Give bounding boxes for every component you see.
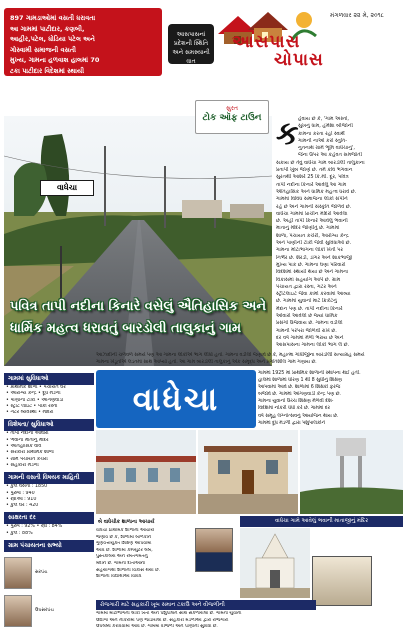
tagline-line: અને સમસ્યાની [172, 49, 210, 56]
principal-line: પુસ્તકાલય અને રમતગમતનું [96, 554, 148, 560]
promo-line: ટકા પાટીદાર વિદેશમાં સ્થાયી [10, 66, 85, 75]
intro-line: સુરતથી આશરે 25 કિ.મી. દૂર, પવિત્ર [276, 174, 349, 181]
employment-line: ઉપલબ્ધ કરાવવામાં આવે છે. ગામમાં વીજળી અને પાણીની સુવિધા છે. [96, 624, 218, 630]
temple-photo [240, 528, 310, 598]
intro-line: વાધેચા ગામમાં પ્રાચીન મંદિરો આવેલા [276, 210, 348, 217]
intro-line: સુખનું ધામ, હંમેશા બીજાની [298, 123, 353, 130]
intro-line: શાળા, પંચાયત કચેરી, આરોગ્ય કેન્દ્ર [276, 232, 349, 239]
intro-body [276, 116, 403, 350]
principal-line: વાધેચા પ્રાથમિક શાળાના આચાર્ય [96, 528, 155, 533]
intro-line: પંચાયત દ્વારા રસ્તા, ગટર અને [276, 283, 337, 290]
intro-line: મેદાન પણ છે. તાપી નદીના કિનારે [276, 305, 343, 312]
principal-article [96, 528, 193, 581]
village-info-sidebar [4, 370, 94, 636]
lower-line: આઝાદીની ચળવળ સમયે પણ આ ગામના લોકોએ ભાગ લીધો હતો. ગામના વડીલો જણાવે છે કે, મહાત્મા ગાંધીજીના બારડોલી સત્યાગ્રહ સમયે [96, 353, 365, 358]
right-line: હાલમાં શાળામાં ધોરણ 1 થી 8 સુધીનું શિક્ષણ [258, 378, 342, 384]
facility-item: • પાણીની ટાંકી • આંગણવાડી [6, 397, 64, 403]
promo-box [4, 8, 162, 76]
staff-label: ઉપસરપંચ [35, 608, 54, 614]
literacy-item: • કુલ : 88% [6, 530, 33, 536]
special-item: • ભવાની માતાનું મંદિર [6, 437, 49, 443]
school-building-photo [96, 430, 196, 514]
water-tank-photo [300, 430, 403, 514]
intro-line: સ્ટ્રીટલાઇટ જેવા કામો કરવામાં આવ્યા [276, 291, 351, 298]
tagline-box [168, 24, 214, 64]
principal-line: મેદાન છે. ગામના દાતાઓના [96, 560, 146, 566]
intro-line: ગામના મોટાભાગના લોકો ખેતી પર [276, 247, 343, 254]
population-item: • કુલ વસતી : 1850 [6, 484, 48, 490]
intro-line: ગામની પરંપરા જાળવી રાખે છે. [276, 327, 337, 334]
right-line: બજાવે છે. ગામમાં આંગણવાડી કેન્દ્ર પણ છે. [258, 392, 341, 398]
elder-portrait-photo [312, 556, 372, 606]
lower-line: ગામના ખેડૂતોએ લડતમાં સાથ આપ્યો હતો. આ ગામ બારડોલી તાલુકાનું એક સમૃદ્ધ અને પ્રગતિશીલ ગામ ગણાય છે. [96, 360, 317, 366]
promo-line: 897 ગામડાઓમાં વસતી ધરાવતા [10, 14, 96, 22]
literacy-heading: સાક્ષરતા દર [4, 512, 94, 524]
masthead-title-line1: આસપાસ [232, 32, 301, 52]
right-line: આપવામાં આવે છે. શાળામાં 6 શિક્ષકો ફરજ [258, 385, 341, 391]
intro-line: ગામની નાઓ કરો સ્તુતિ- [298, 137, 348, 144]
intro-line: નિર્ભર છે. શેરડી, ડાંગર અને શાકભાજી [276, 254, 353, 261]
tagline-line: પ્રદેશની સ્થિતિ [173, 40, 209, 47]
temple-photo-caption: વાધેચા ગામે આવેલું ભવાની માતાજીનું મંદિર [240, 516, 403, 527]
intro-line: ઓવારો આવેલો છે જ્યાં ધાર્મિક [276, 313, 338, 320]
drop-cap: ક [276, 114, 299, 152]
facility-item: • પ્રાથમિક શાળા • પંચાયત ઘર [6, 385, 66, 390]
intro-line: છે. અહીં તાપી કિનારે આવેલું ભવાની [276, 218, 348, 225]
issue-date: મંગળવાર ૨૨ મે, ૨૦૧૮ [330, 12, 384, 19]
right-line: ગામમાં દૂધ મંડળી દ્વારા પશુપાલકોને [258, 420, 326, 426]
special-item: • તાપી નદીનો ઓવારો [6, 431, 49, 437]
intro-article [276, 116, 403, 370]
principal-line: જણાવે છે કે, શાળામાં બાળકોને [96, 534, 152, 540]
intro-line: અને પાણીની ટાંકી જેવી સુવિધાઓ છે. [276, 240, 352, 247]
special-item: • ગ્રામ પંચાયત કચેરી [6, 456, 48, 462]
employment-line: ગામમાં મોટાભાગના લોકો ખેતી અને પશુપાલન સાથે સંકળાયેલા છે. ગામના યુવાનો [96, 611, 242, 616]
talk-of-town-badge [195, 100, 269, 134]
promo-line: આ ગામમાં પાટીદાર, કણબી, [10, 24, 85, 33]
staff-photo [4, 595, 32, 627]
intro-line: જેના ઉપર આ કહેવત સમજાતી [298, 152, 363, 159]
principal-line: સહયોગથી શાળાનો વિકાસ થયો છે. [96, 567, 160, 573]
right-article [258, 370, 403, 427]
principal-line: શાળાના વિદ્યાર્થીઓ વિવિધ [96, 574, 142, 580]
principal-line: ગુણવત્તાયુક્ત શિક્ષણ આપવામાં [96, 541, 152, 547]
intro-line: રહે છે અને ગામની સંસ્કૃતિ જાળવે છે. [276, 203, 352, 210]
employment-article [96, 611, 316, 631]
employment-line: ઉદ્યોગો અને નોકરીમાં પણ જોડાયેલા છે. સહકારી મંડળીઓ દ્વારા રોજગારી [96, 617, 229, 623]
village-title: વાધેચા [132, 380, 220, 418]
masthead-title-line2: ચોપાસ [274, 50, 324, 70]
intro-line: છે. ગામમાં યુવાનો માટે ક્રિકેટનું [276, 298, 337, 305]
principal-heading: બે વાધેચીક શાળાના આચાર્ય [96, 517, 238, 527]
village-title-banner [96, 370, 256, 428]
intro-line: વિદેશમાં સ્થાયી થયા છે અને ગામના [276, 269, 349, 276]
intro-line: સકાય છે તેવું વાધેચા ગામ બારડોલી તાલુકાના [276, 159, 365, 166]
lower-article [96, 352, 403, 366]
village-name-signboard: વાધેચા [40, 180, 94, 196]
staff-member [4, 594, 94, 628]
principal-line: આવે છે. શાળામાં કમ્પ્યુટર લેબ, [96, 547, 153, 553]
right-line: ગામના યુવાનો ઉચ્ચ શિક્ષણ મેળવી દેશ- [258, 399, 334, 405]
intro-line: હેવાય છે કે, 'ગામ અસ્તો, [298, 116, 350, 122]
facility-item: • ગટર વ્યવસ્થા • મંદિરો [6, 410, 54, 416]
intro-line: નુતનાથ ગ્રામે ભૂમિ વાધેચાનું', [298, 145, 355, 152]
staff-label: સરપંચ [35, 570, 48, 576]
intro-line: તાપી નદીના કિનારે આવેલું આ ગામ [276, 181, 347, 188]
intro-line: વિકાસમાં સહયોગ આપે છે. ગ્રામ [276, 276, 341, 283]
principal-photo [195, 528, 233, 572]
headline-line: પવિત્ર તાપી નદીના કિનારે વસેલું ઐતિહાસિક અને [10, 299, 267, 314]
staff-member [4, 556, 94, 590]
staff-photo [4, 557, 32, 589]
intro-line: પ્રસંગો ઉજવાય છે. ગામના વડીલો [276, 320, 343, 327]
right-line: ગામમાં 1925 માં પ્રાથમિક શાળાની સ્થાપના થઈ હતી. [258, 371, 361, 376]
intro-line: મુખ્ય પાક છે. ગામના ઘણા પરિવારો [276, 261, 346, 268]
literacy-item: • પુરુષ : 92% • સ્ત્રી : 84% [6, 524, 63, 530]
facility-item: • આરોગ્ય કેન્દ્ર • દૂધ મંડળી [6, 391, 61, 397]
tagline-line: વાત [186, 58, 196, 65]
right-line: વિદેશમાં નોકરી ધંધો કરે છે. ગામમાં દર [258, 406, 331, 412]
promo-line: ગોસ્વામી સમાજની વસતી [10, 45, 76, 54]
badge-top-text: સુરત [226, 105, 238, 112]
employment-heading: રોજગારી માટે સહકારી ખૂબ સમાન ટકાઉ અને વીજળીની [96, 600, 316, 610]
intro-line: દર વર્ષે ગામમાં મેળો ભરાય છે અને [276, 334, 344, 341]
special-item: • ઐતિહાસિક વાવ [6, 444, 42, 450]
population-heading: ગામની વસતી વિષયક માહિતી [4, 472, 94, 484]
panchayat-heading: ગ્રામ પંચાયતના સભ્યો [4, 540, 94, 552]
special-heading: વિશેષતા/ સુવિધાઓ [4, 419, 94, 431]
intro-line: પ્રતાપી ખુંબ જાણે છે. તમે કવિ ભગવાન [276, 167, 353, 174]
population-item: • કુલ ઘર : 420 [6, 503, 39, 509]
population-item: • સ્ત્રીઓ : 910 [6, 496, 37, 502]
promo-line: મુખ્ય, ગામના હળવાશ હાલમાં 70 [10, 56, 100, 64]
headline-line: ધાર્મિક મહત્વ ધરાવતું બારડોલી તાલુકાનું ગામ [10, 321, 242, 336]
intro-line: માતાનું મંદિર જાણીતું છે. ગામમાં [276, 225, 340, 232]
badge-main-text: ટોક ઑફ ટાઉન [202, 113, 262, 123]
special-item: • સરકારી પ્રાથમિક શાળા [6, 450, 54, 456]
promo-line: આહીર,પટેલ, ધોડિયા પટેલ અને [10, 35, 95, 43]
intro-line: ગામમાં વિવિધ સમાજના લોકો સંપીને [276, 196, 348, 203]
facility-item: • સ્ટ્રીટ લાઇટ • પાકા રસ્તા [6, 403, 58, 409]
intro-line: ઐતિહાસિક અને ધાર્મિક મહત્વ ધરાવે છે. [276, 188, 357, 195]
panchayat-building-photo [198, 430, 298, 514]
right-line: વર્ષે સમૂહ લગ્નોત્સવનું આયોજન થાય છે. [258, 413, 339, 419]
intro-line: કામના કરતા રહો સ્વાર્થ [298, 130, 345, 137]
tagline-line: આસપાસનાં [176, 31, 206, 38]
population-item: • પુરુષો : 940 [6, 490, 35, 496]
facilities-heading: ગામમાં સુવિધાઓ [4, 373, 94, 385]
intro-line: આસપાસના ગામના લોકો ભાગ લે છે. [276, 342, 350, 349]
special-item: • સહકારી મંડળી [6, 462, 39, 468]
main-headline [4, 292, 274, 350]
